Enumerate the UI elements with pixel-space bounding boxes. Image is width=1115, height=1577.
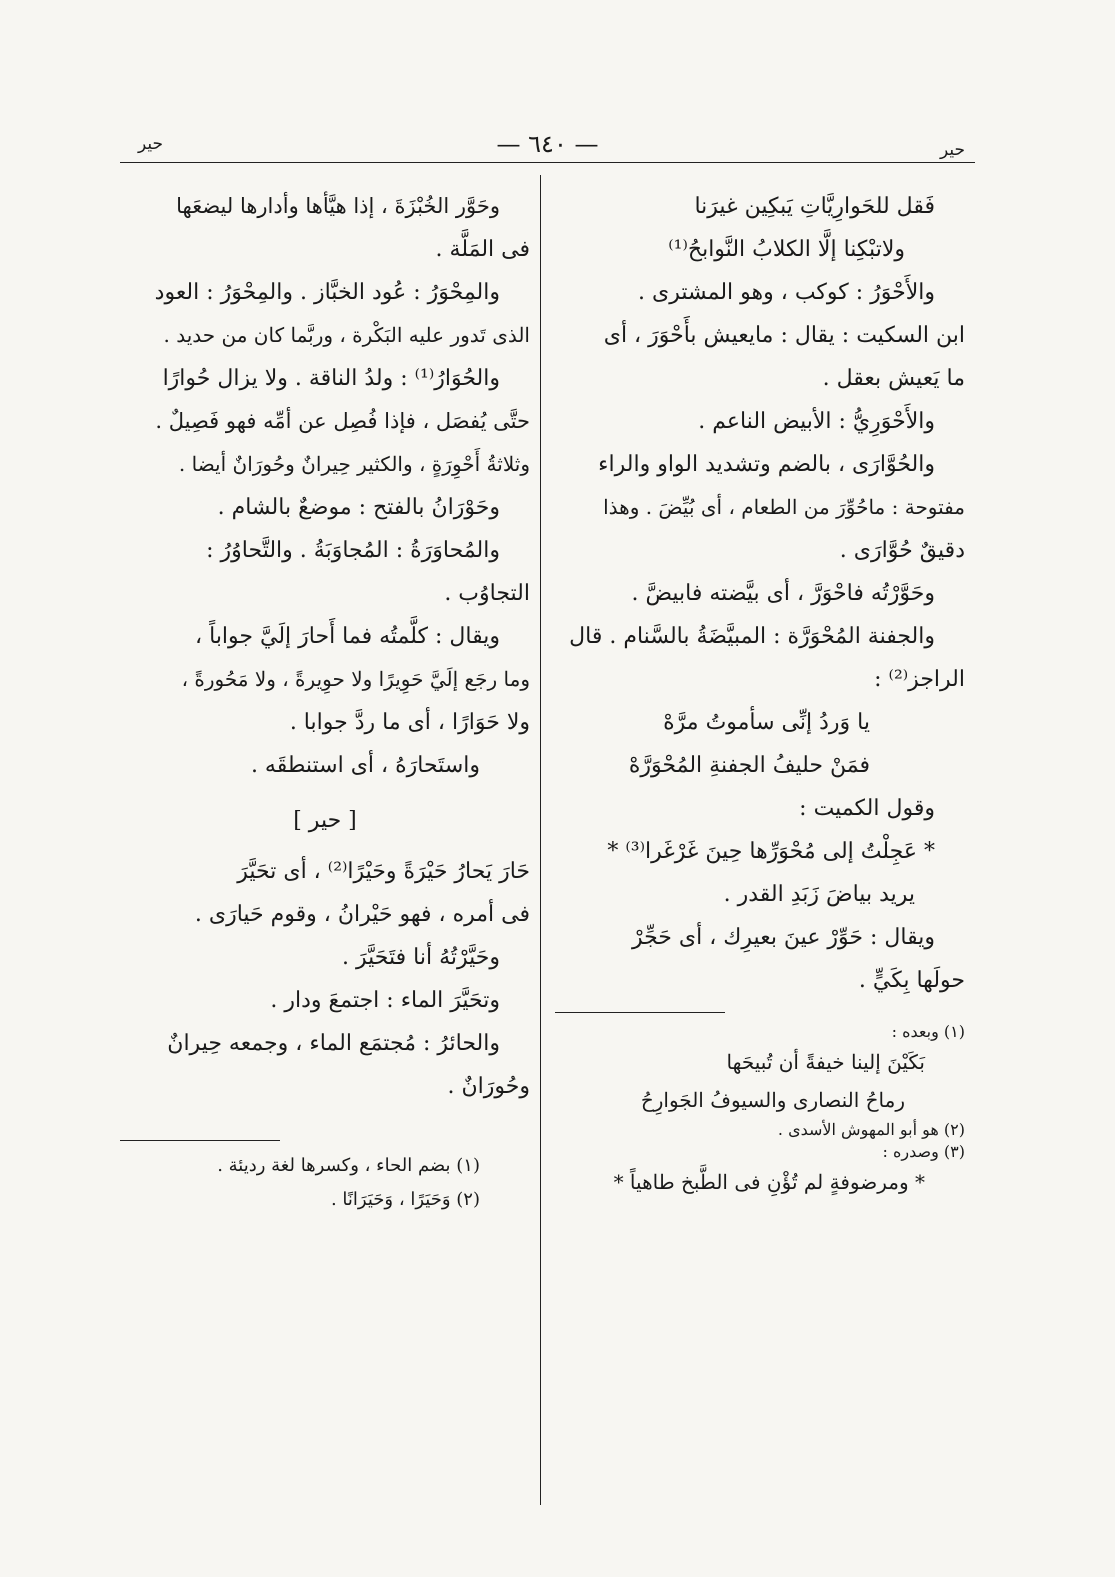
text-line: دقيقٌ حُوَّارَى . — [839, 538, 965, 563]
text-line: ولاتبْكِنا إلَّا الكلابُ النَّوابحُ⁽¹⁾ — [668, 237, 905, 262]
text-line: والحُوَّارَى ، بالضم وتشديد الواو والراء — [598, 452, 935, 477]
text-line: والحائرُ : مُجتمَع الماء ، وجمعه حِيرانٌ — [167, 1031, 500, 1056]
running-head-right: حير — [939, 140, 965, 160]
text-line: ولا حَوَارًا ، أى ما ردَّ جوابا . — [289, 710, 530, 735]
text-line: وحَوَّرْتُه فاحْوَرَّ ، أى بيَّضته فابيضَّ . — [631, 581, 935, 606]
left-column — [120, 185, 530, 1217]
footnote: (١) وبعده : — [891, 1022, 965, 1041]
text-line: وحَوْرَانُ بالفتح : موضعٌ بالشام . — [217, 495, 500, 520]
right-column — [555, 185, 965, 1201]
verse-line: * عَجِلْتُ إلى مُحْوَرِّها حِينَ غَرْغَرا⁽³⁾ * — [607, 839, 935, 864]
text-line: وقول الكميت : — [799, 796, 935, 821]
text-line: وما رجَع إلَيَّ حَوِيرًا ولا حوِيرةً ، ولا مَحُورةً ، — [181, 667, 530, 691]
text-line: التجاوُب . — [444, 581, 530, 606]
page-number: — ٦٤٠ — — [496, 130, 599, 158]
text-line: حَارَ يَحارُ حَيْرَةً وحَيْرًا⁽²⁾ ، أى تحَيَّرَ — [237, 859, 530, 884]
entry-heading: [ حير ] — [293, 808, 357, 833]
text-line: والحُوَارُ⁽¹⁾ : ولدُ الناقة . ولا يزال حُوارًا — [162, 366, 500, 391]
text-line: وحَيَّرْتُهُ أنا فتَحَيَّرَ . — [342, 945, 500, 970]
text-line: والأَحْوَرُ : كوكب ، وهو المشترى . — [638, 280, 935, 305]
footnote-verse: بَكَيْنَ إلينا خيفةً أن تُبيحَها — [726, 1050, 925, 1074]
header-rule — [120, 162, 975, 163]
text-line: ويقال : حَوِّرْ عينَ بعيرِك ، أى حَجِّرْ — [631, 925, 935, 950]
text-line: فى المَلَّة . — [435, 237, 530, 262]
footnote: (٣) وصدره : — [882, 1142, 965, 1161]
text-line: حولَها بِكَيٍّ . — [858, 968, 965, 993]
text-line: فى أمره ، فهو حَيْرانُ ، وقوم حَيارَى . — [194, 902, 530, 927]
text-line: والجفنة المُحْوَرَّة : المبيَّضَةُ بالسَّنام . قال — [569, 624, 935, 649]
footnote: (١) بضم الحاء ، وكسرها لغة رديئة . — [217, 1155, 480, 1176]
verse-line: فمَنْ حليفُ الجفنةِ المُحْوَرَّهْ — [628, 753, 870, 778]
text-line: وتحَيَّرَ الماء : اجتمعَ ودار . — [270, 988, 500, 1013]
footnote-rule — [555, 1012, 725, 1013]
column-divider — [540, 175, 541, 1505]
text-line: واستَحارَهُ ، أى استنطقَه . — [250, 753, 480, 778]
footnote-verse: رماحُ النصارى والسيوفُ الجَوارِحُ — [640, 1088, 905, 1112]
text-line: ابن السكيت : يقال : مايعيش بأَحْوَرَ ، أى — [603, 323, 965, 348]
text-line: وثلاثةُ أَحْوِرَةٍ ، والكثير حِيرانٌ وحُورَانٌ أيضا . — [178, 452, 530, 476]
text-line: يريد بياضَ زَبَدِ القدر . — [723, 882, 915, 907]
text-line: وحَوَّر الخُبْزَةَ ، إذا هيَّأها وأدارها ليضعَها — [176, 194, 500, 218]
text-line: والأَحْوَرِيُّ : الأبيض الناعم . — [698, 409, 935, 434]
text-line: الراجز⁽²⁾ : — [874, 667, 965, 692]
text-line: فَقل للحَوارِيَّاتِ يَبكِين غيرَنا — [694, 194, 935, 219]
text-line: مفتوحة : ماحُوِّرَ من الطعام ، أى بُيِّضَ . وهذا — [603, 495, 965, 519]
text-line: الذى تَدور عليه البَكْرة ، وربَّما كان من حديد . — [163, 323, 530, 347]
text-line: وحُورَانٌ . — [447, 1074, 530, 1099]
text-line: والمُحاوَرَةُ : المُجاوَبَةُ . والتَّحاوُرُ : — [206, 538, 500, 563]
text-line: حتَّى يُفصَل ، فإذا فُصِل عن أمِّه فهو فَصِيلٌ . — [155, 409, 530, 433]
text-line: ما يَعيش بعقل . — [822, 366, 965, 391]
text-line: والمِحْوَرُ : عُود الخبَّاز . والمِحْوَرُ : العود — [154, 280, 500, 305]
verse-line: يا وَردُ إنِّى سأموتُ مرَّهْ — [663, 710, 870, 735]
footnote: (٢) هو أبو المهوش الأسدى . — [777, 1120, 965, 1139]
running-head-left: حير — [138, 134, 164, 154]
footnote: (٢) وَحَيَرًا ، وَحَيَرَانًا . — [330, 1189, 480, 1210]
text-line: ويقال : كلَّمتُه فما أَحارَ إلَيَّ جواباً ، — [195, 624, 500, 649]
page-header — [120, 130, 975, 160]
footnote-rule — [120, 1140, 280, 1141]
footnote-verse: * ومرضوفةٍ لم تُؤْنِ فى الطَّبخ طاهياً * — [613, 1170, 925, 1194]
